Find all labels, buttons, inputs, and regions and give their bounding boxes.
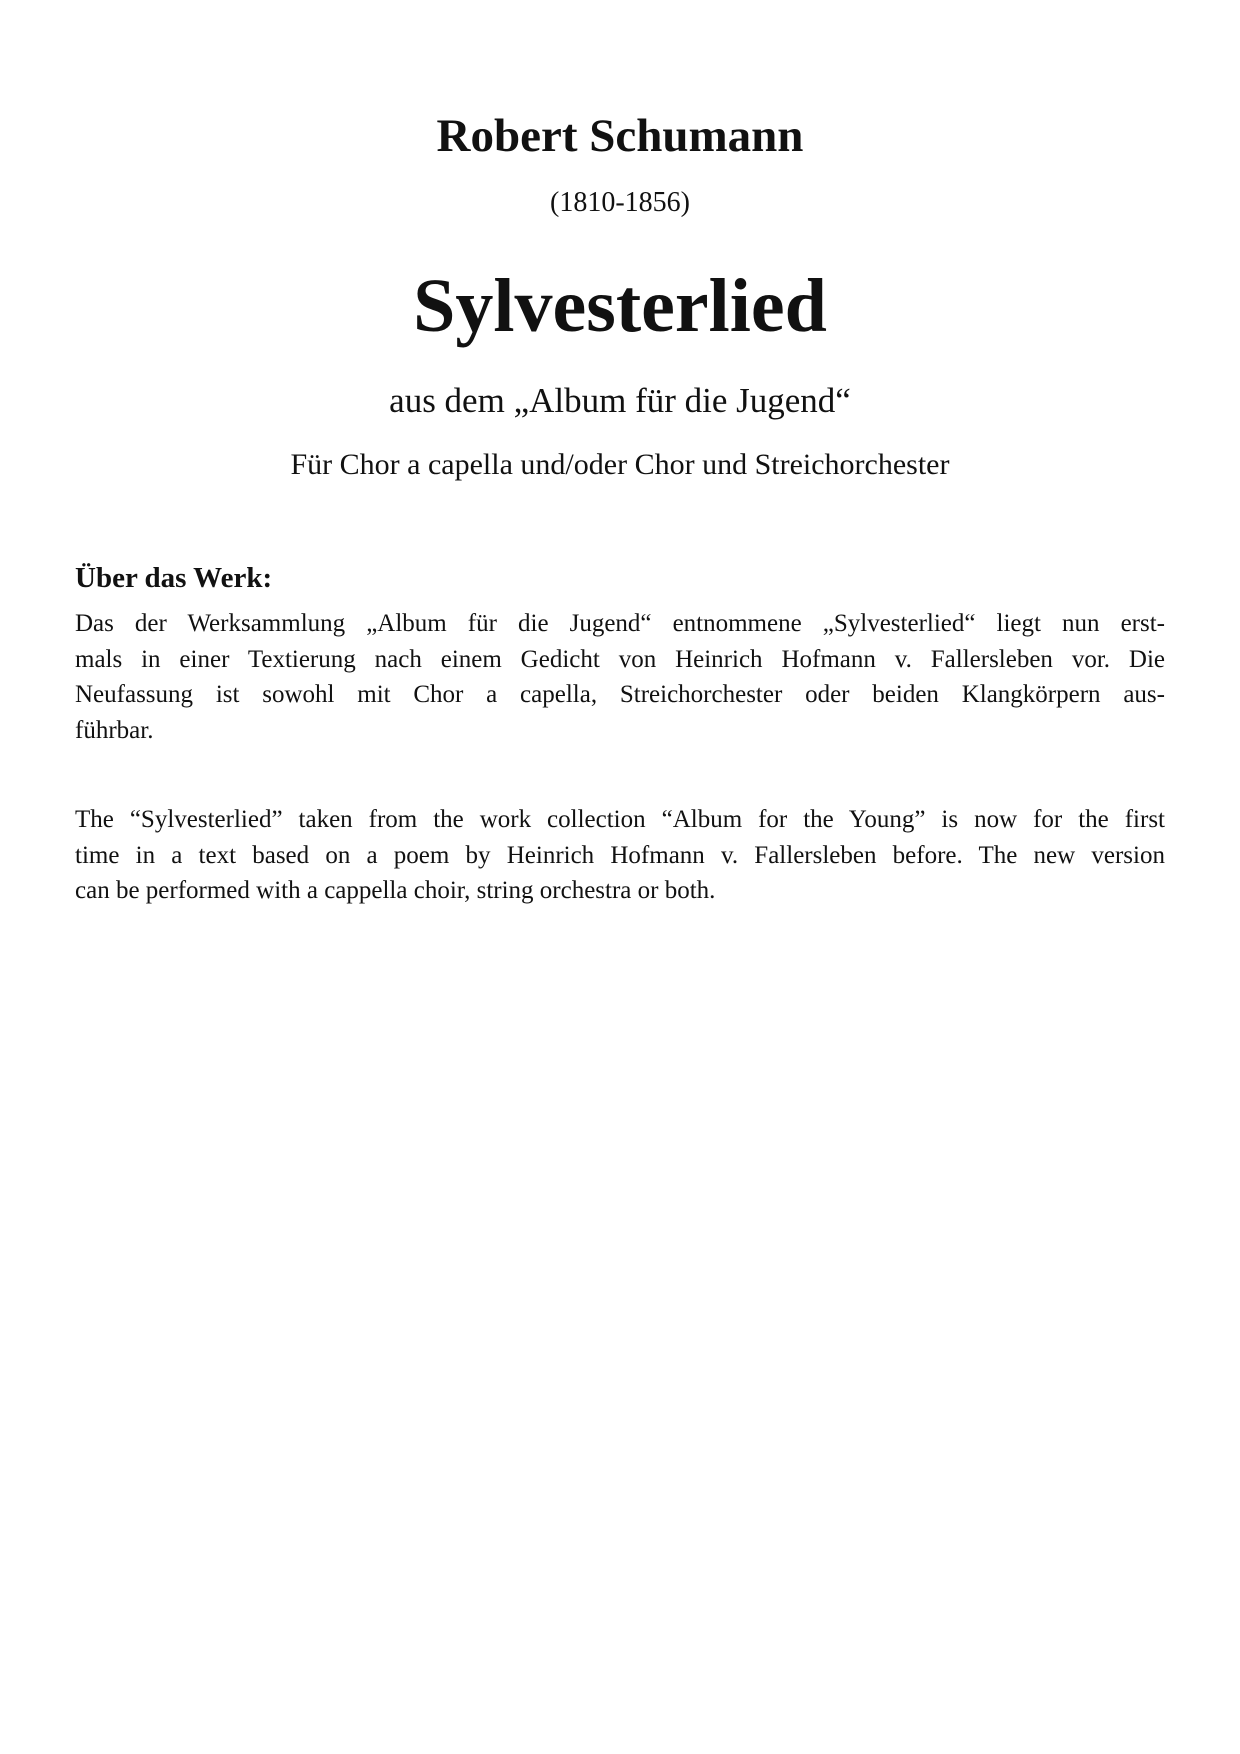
work-subtitle: aus dem „Album für die Jugend“ <box>389 381 851 420</box>
paragraph-line: The “Sylvesterlied” taken from the work collection “Album for the Young” is now for the first <box>75 806 1165 833</box>
scoring-line: Für Chor a capella und/oder Chor und Streichorchester <box>290 448 950 481</box>
paragraph-line: time in a text based on a poem by Heinrich Hofmann v. Fallersleben before. The new version <box>75 841 1165 869</box>
paragraph-line: mals in einer Textierung nach einem Gedicht von Heinrich Hofmann v. Fallersleben vor. Die <box>75 645 1165 673</box>
paragraph-line: can be performed with a cappella choir, string orchestra or both. <box>75 877 716 904</box>
paragraph-line: Neufassung ist sowohl mit Chor a capella, Streichorchester oder beiden Klangkörpern aus- <box>75 681 1165 708</box>
about-paragraph-english <box>75 802 1165 909</box>
composer-name: Robert Schumann <box>436 110 804 162</box>
paragraph-line: führbar. <box>75 716 154 744</box>
about-heading: Über das Werk: <box>75 562 273 594</box>
composer-dates: (1810-1856) <box>550 187 690 218</box>
paragraph-line: Das der Werksammlung „Album für die Jugend“ entnommene „Sylvesterlied“ liegt nun erst- <box>75 610 1165 637</box>
about-paragraph-german <box>75 606 1165 748</box>
work-title: Sylvesterlied <box>413 264 827 348</box>
